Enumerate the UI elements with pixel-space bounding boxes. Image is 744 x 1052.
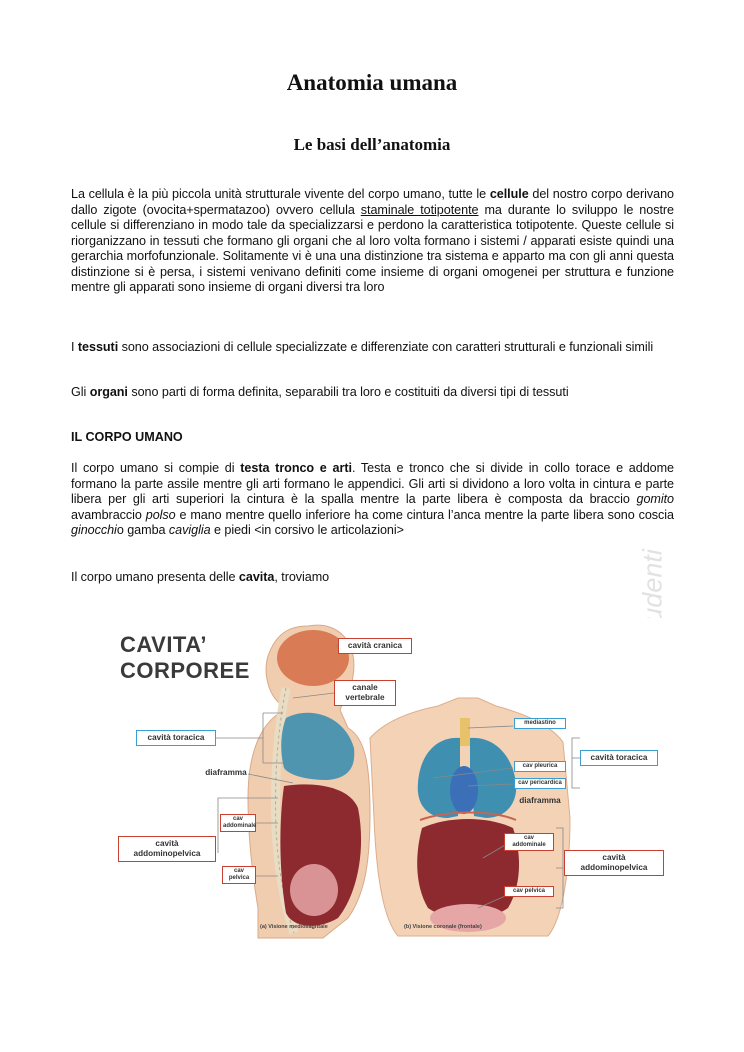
paragraph-cellula: La cellula è la più piccola unità strutturale vivente del corpo umano, tutte le cellule del nostro corpo derivano dallo zigote (ovocita+spermatazoo) ovvero cellula staminale totipotente ma durante lo sviluppo le nostre cellule si differenziano in modo tale da specializzarsi e perdono la caratteristica totipotente. Queste cellule si riorganizzano in tessuti che formano gli organi che al loro volta formano i sistemi / apparati esiste quindi una gerarchia morfofunzionale. Solitamente vi è una una distinzione tra sistema e apparto ma con gli anni questa distinzione si è persa, i sistemi venivano definiti come insieme di organi omogenei per struttura e funzione mentre gli apparati sono insieme di organi diversi tra loro: [71, 187, 674, 294]
label-cavita-addominopelvica-left: cavità addominopelvica: [118, 836, 216, 862]
trachea-shape: [460, 718, 470, 746]
term-testa-tronco-arti: testa tronco e arti: [240, 461, 352, 475]
term-cellule: cellule: [489, 187, 529, 201]
caption-left: (a) Visione mediosagittale: [260, 924, 328, 930]
term-organi: organi: [89, 385, 128, 399]
paragraph-organi: Gli organi sono parti di forma definita, separabili tra loro e costituiti da diversi tipi di tessuti: [71, 385, 569, 399]
label-mediastino: mediastino: [514, 718, 566, 729]
section-heading: IL CORPO UMANO: [71, 430, 183, 444]
document-title: Anatomia umana: [286, 70, 458, 95]
label-cav-pelvica-left: cav pelvica: [222, 866, 256, 884]
label-cav-pleurica: cav pleurica: [514, 761, 566, 772]
label-cavita-cranica: cavità cranica: [338, 638, 412, 654]
label-cav-addominale-right: cav addominale: [504, 833, 554, 851]
figure-title-line2: CORPOREE: [120, 658, 250, 683]
sagittal-body: [248, 625, 370, 938]
pelvic-cavity-shape: [290, 864, 338, 916]
term-tessuti: tessuti: [77, 340, 119, 354]
label-cav-pericardica: cav pericardica: [514, 778, 566, 789]
label-cavita-toracica-right: cavità toracica: [580, 750, 658, 766]
label-diaframma-right: diaframma: [519, 796, 561, 805]
term-staminale-totipotente: staminale totipotente: [360, 202, 479, 217]
term-cavita: cavita: [238, 570, 275, 584]
label-cav-addominale-left: cav addominale: [220, 814, 256, 832]
paragraph-corpo-umano: Il corpo umano si compie di testa tronco e arti. Testa e tronco che si divide in collo torace e addome formano la parte assile mentre gli arti formano le appendici. Gli arti si dividono a loro volta in cintura e parte libera per gli arti superiori la cintura è la spalla mentre la parte libera è composta da braccio gomito avambraccio polso e mano mentre quello inferiore ha come cintura l’anca mentre la parte libera sono coscia ginocchio gamba caviglia e piedi <in corsivo le articolazioni>: [71, 461, 674, 537]
label-canale-vertebrale: canale vertebrale: [334, 680, 396, 706]
coronal-torso: [370, 698, 570, 936]
label-cav-pelvica-right: cav pelvica: [504, 886, 554, 897]
label-diaframma-left: diaframma: [205, 768, 247, 777]
paragraph-tessuti: I tessuti sono associazioni di cellule specializzate e differenziate con caratteri strutturali e funzionali simili: [71, 340, 654, 354]
figure-title-line1: CAVITA’: [120, 632, 208, 657]
caption-right: (b) Visione coronale (frontale): [404, 924, 482, 930]
body-cavities-figure: [108, 618, 674, 948]
label-cavita-toracica-left: cavità toracica: [136, 730, 216, 746]
document-subtitle: Le basi dell’anatomia: [293, 135, 451, 154]
label-cavita-addominopelvica-right: cavità addominopelvica: [564, 850, 664, 876]
paragraph-cavita: Il corpo umano presenta delle cavita, troviamo: [71, 570, 330, 584]
